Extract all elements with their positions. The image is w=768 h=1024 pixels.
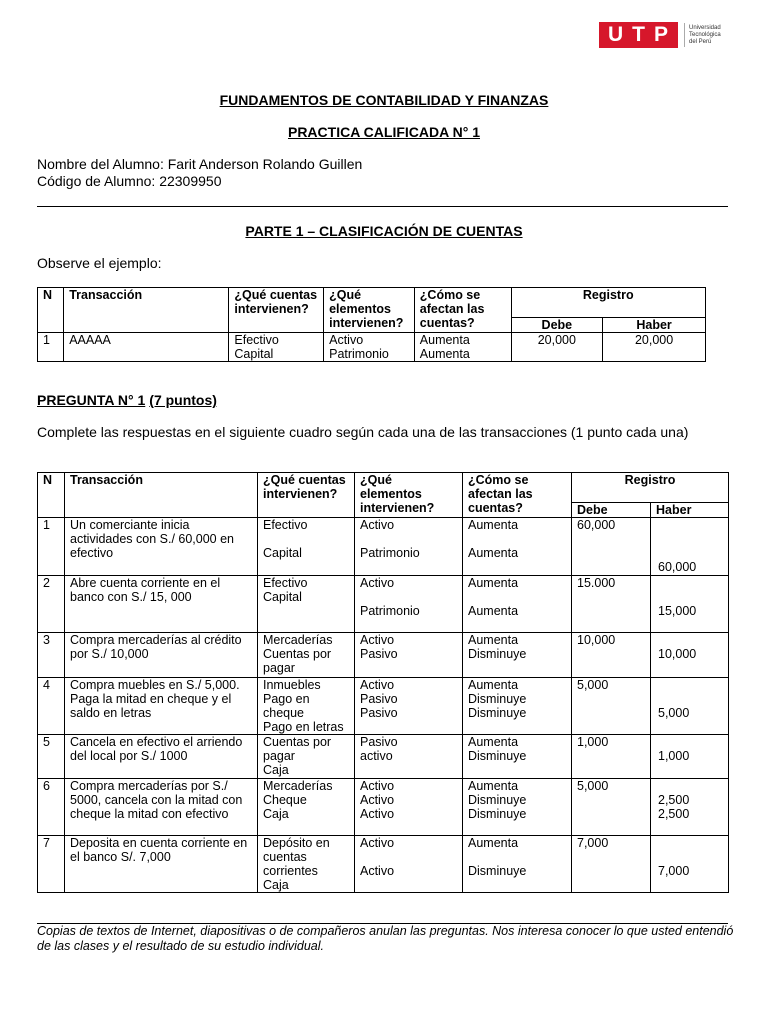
cell-line: Aumenta xyxy=(468,633,519,647)
cell-haber xyxy=(651,678,729,735)
cell-line: Caja xyxy=(263,807,289,821)
header-accounts: ¿Qué cuentas intervienen? xyxy=(229,288,324,333)
cell-line: Patrimonio xyxy=(360,604,420,618)
cell-line: Disminuye xyxy=(468,647,527,661)
header-transaction: Transacción xyxy=(65,473,258,518)
cell-effect xyxy=(463,518,572,576)
cell-debe xyxy=(572,518,651,576)
student-name: Nombre del Alumno: Farit Anderson Rolando Guillen xyxy=(37,156,363,172)
cell-debe: 20,000 xyxy=(511,333,603,362)
cell-accounts xyxy=(258,576,355,633)
cell-line: Disminuye xyxy=(468,692,527,706)
header-transaction: Transacción xyxy=(64,288,229,333)
cell-line xyxy=(360,590,457,604)
cell-effect xyxy=(463,678,572,735)
header-n: N xyxy=(38,288,64,333)
cell-elements xyxy=(355,779,463,836)
cell-line xyxy=(658,836,723,850)
cell-line: Activo xyxy=(360,633,395,647)
cell-accounts xyxy=(258,518,355,576)
cell-line: 10,000 xyxy=(577,633,616,647)
cell-line xyxy=(360,532,457,546)
cell-n: 4 xyxy=(38,678,65,735)
cell-haber xyxy=(651,735,729,779)
cell-line xyxy=(658,518,723,532)
cell-debe xyxy=(572,779,651,836)
cell-line: Efectivo xyxy=(263,518,308,532)
cell-line: Aumenta xyxy=(468,836,519,850)
cell-line xyxy=(658,633,723,647)
cell-line: Patrimonio xyxy=(360,546,420,560)
cell-line: Pasivo xyxy=(360,706,398,720)
cell-line: 1,000 xyxy=(577,735,609,749)
logo-divider xyxy=(684,23,685,47)
cell-line: 2,500 xyxy=(658,793,690,807)
cell-line xyxy=(658,735,723,749)
logo-letters: UTP xyxy=(599,22,678,48)
cell-line: Capital xyxy=(263,590,302,604)
cell-line: Aumenta xyxy=(468,518,519,532)
cell-n: 7 xyxy=(38,836,65,893)
cell-line xyxy=(658,692,723,706)
header-elements: ¿Qué elementos intervienen? xyxy=(355,473,463,518)
cell-line xyxy=(360,850,457,864)
cell-elements xyxy=(355,633,463,678)
cell-line: Efectivo xyxy=(263,576,308,590)
table-row xyxy=(38,518,729,576)
cell-debe xyxy=(572,678,651,735)
cell-haber xyxy=(651,836,729,893)
cell-transaction: Cancela en efectivo el arriendo del local por S./ 1000 xyxy=(65,735,258,779)
logo-line-1: Universidad xyxy=(689,24,721,31)
cell-line: Activo xyxy=(360,576,395,590)
header-haber: Haber xyxy=(603,318,706,333)
cell-haber xyxy=(651,576,729,633)
cell-line xyxy=(263,532,349,546)
cell-haber xyxy=(651,779,729,836)
example-table xyxy=(37,287,706,362)
part1-title: PARTE 1 – CLASIFICACIÓN DE CUENTAS xyxy=(245,223,523,239)
answers-table xyxy=(37,472,729,893)
cell-elements xyxy=(355,678,463,735)
logo-line-3: del Perú xyxy=(689,38,712,45)
cell-line: Cheque xyxy=(263,793,307,807)
cell-line xyxy=(658,678,723,692)
cell-line: 1,000 xyxy=(658,749,690,763)
cell-line xyxy=(658,590,723,604)
cell-transaction: Abre cuenta corriente en el banco con S./ 15, 000 xyxy=(65,576,258,633)
cell-line: Capital xyxy=(234,347,274,361)
header-registro: Registro xyxy=(511,288,706,318)
cell-line: Disminuye xyxy=(468,749,527,763)
cell-line xyxy=(468,590,566,604)
cell-elements xyxy=(355,518,463,576)
cell-line xyxy=(468,850,566,864)
cell-line: Activo xyxy=(360,836,395,850)
part1-instruction: Observe el ejemplo: xyxy=(37,255,162,271)
cell-line: Aumenta xyxy=(468,604,519,618)
cell-effect xyxy=(414,333,511,362)
cell-line xyxy=(658,779,723,793)
cell-line: 60,000 xyxy=(658,560,697,574)
cell-line: Patrimonio xyxy=(329,347,389,361)
cell-line: Caja xyxy=(263,878,289,892)
cell-line: Aumenta xyxy=(468,678,519,692)
cell-debe xyxy=(572,735,651,779)
cell-effect xyxy=(463,576,572,633)
cell-elements xyxy=(355,576,463,633)
cell-line: Activo xyxy=(360,793,395,807)
cell-line: Mercaderías xyxy=(263,633,333,647)
header-elements: ¿Qué elementos intervienen? xyxy=(324,288,415,333)
question1-instruction: Complete las respuestas en el siguiente cuadro según cada una de las transacciones (1 punto cada una) xyxy=(37,424,689,440)
cell-line: Aumenta xyxy=(419,333,470,347)
table-row xyxy=(38,735,729,779)
cell-debe xyxy=(572,836,651,893)
cell-line: Activo xyxy=(360,678,395,692)
cell-n: 1 xyxy=(38,333,64,362)
cell-line: Aumenta xyxy=(419,347,470,361)
cell-line: Pasivo xyxy=(360,692,398,706)
cell-line: Caja xyxy=(263,763,289,777)
cell-effect xyxy=(463,836,572,893)
cell-line: Efectivo xyxy=(234,333,279,347)
cell-line: Pasivo xyxy=(360,647,398,661)
cell-n: 5 xyxy=(38,735,65,779)
cell-line: Activo xyxy=(360,779,395,793)
cell-line: Activo xyxy=(360,807,395,821)
cell-effect xyxy=(463,779,572,836)
cell-accounts xyxy=(258,633,355,678)
cell-line: Aumenta xyxy=(468,546,519,560)
header-debe: Debe xyxy=(572,503,651,518)
cell-line: 5,000 xyxy=(658,706,690,720)
cell-accounts xyxy=(229,333,324,362)
logo-line-2: Tecnológica xyxy=(689,31,721,38)
header-divider xyxy=(37,206,728,207)
cell-line: 5,000 xyxy=(577,678,609,692)
cell-haber xyxy=(651,633,729,678)
utp-logo xyxy=(599,22,739,48)
cell-line xyxy=(658,546,723,560)
cell-line: 10,000 xyxy=(658,647,697,661)
cell-line: Activo xyxy=(360,864,395,878)
cell-elements xyxy=(324,333,415,362)
table-row xyxy=(38,836,729,893)
cell-accounts xyxy=(258,836,355,893)
cell-line: Capital xyxy=(263,546,302,560)
cell-n: 2 xyxy=(38,576,65,633)
cell-accounts xyxy=(258,779,355,836)
cell-line: Activo xyxy=(329,333,364,347)
logo-text xyxy=(689,25,739,46)
question1-title xyxy=(37,393,217,407)
cell-haber xyxy=(651,518,729,576)
header-effect: ¿Cómo se afectan las cuentas? xyxy=(414,288,511,333)
cell-line: Cuentas por pagar xyxy=(263,735,332,763)
cell-line: Disminuye xyxy=(468,807,527,821)
cell-line xyxy=(658,850,723,864)
cell-line: 7,000 xyxy=(658,864,690,878)
cell-line: Activo xyxy=(360,518,395,532)
cell-line: 2,500 xyxy=(658,807,690,821)
cell-n: 6 xyxy=(38,779,65,836)
cell-line: Cuentas por pagar xyxy=(263,647,332,675)
cell-line: activo xyxy=(360,749,393,763)
cell-debe xyxy=(572,576,651,633)
table-row xyxy=(38,633,729,678)
header-accounts: ¿Qué cuentas intervienen? xyxy=(258,473,355,518)
student-code: Código de Alumno: 22309950 xyxy=(37,173,222,189)
cell-line: Pasivo xyxy=(360,735,398,749)
cell-transaction: Deposita en cuenta corriente en el banco S/. 7,000 xyxy=(65,836,258,893)
cell-line: Mercaderías xyxy=(263,779,333,793)
cell-line: 7,000 xyxy=(577,836,609,850)
question1-points: (7 puntos) xyxy=(149,392,217,408)
cell-line: 5,000 xyxy=(577,779,609,793)
cell-line: 15.000 xyxy=(577,576,616,590)
cell-line: Aumenta xyxy=(468,735,519,749)
header-haber: Haber xyxy=(651,503,729,518)
course-title: FUNDAMENTOS DE CONTABILIDAD Y FINANZAS xyxy=(219,92,549,108)
cell-line: Inmuebles xyxy=(263,678,321,692)
header-debe: Debe xyxy=(511,318,603,333)
cell-debe xyxy=(572,633,651,678)
cell-n: 1 xyxy=(38,518,65,576)
table-row xyxy=(38,779,729,836)
cell-accounts xyxy=(258,735,355,779)
cell-line: Disminuye xyxy=(468,793,527,807)
question1-label: PREGUNTA N° 1 xyxy=(37,392,146,408)
table-row xyxy=(38,333,706,362)
cell-transaction: AAAAA xyxy=(64,333,229,362)
cell-transaction: Un comerciante inicia actividades con S./ 60,000 en efectivo xyxy=(65,518,258,576)
practice-title: PRACTICA CALIFICADA N° 1 xyxy=(287,124,480,140)
cell-line: 15,000 xyxy=(658,604,697,618)
cell-line: 60,000 xyxy=(577,518,616,532)
header-n: N xyxy=(38,473,65,518)
cell-haber: 20,000 xyxy=(603,333,706,362)
cell-effect xyxy=(463,633,572,678)
cell-n: 3 xyxy=(38,633,65,678)
cell-line xyxy=(468,532,566,546)
cell-line: Disminuye xyxy=(468,864,527,878)
cell-line: Disminuye xyxy=(468,706,527,720)
table-row xyxy=(38,576,729,633)
cell-transaction: Compra muebles en S./ 5,000. Paga la mitad en cheque y el saldo en letras xyxy=(65,678,258,735)
cell-line: Depósito en cuentas corrientes xyxy=(263,836,330,878)
cell-elements xyxy=(355,735,463,779)
table-row xyxy=(38,678,729,735)
cell-effect xyxy=(463,735,572,779)
cell-line: Aumenta xyxy=(468,779,519,793)
cell-accounts xyxy=(258,678,355,735)
cell-line: Aumenta xyxy=(468,576,519,590)
header-effect: ¿Cómo se afectan las cuentas? xyxy=(463,473,572,518)
cell-line: Pago en cheque xyxy=(263,692,310,720)
cell-line xyxy=(658,532,723,546)
cell-line: Pago en letras xyxy=(263,720,344,734)
cell-transaction: Compra mercaderías al crédito por S./ 10,000 xyxy=(65,633,258,678)
cell-elements xyxy=(355,836,463,893)
cell-line xyxy=(658,576,723,590)
cell-transaction: Compra mercaderías por S./ 5000, cancela con la mitad con cheque la mitad con efectivo xyxy=(65,779,258,836)
footer-note: Copias de textos de Internet, diapositivas o de compañeros anulan las preguntas. Nos interesa conocer lo que usted entendió de las clases y el resultado de su estudio individual. xyxy=(37,924,734,953)
header-registro: Registro xyxy=(572,473,729,503)
